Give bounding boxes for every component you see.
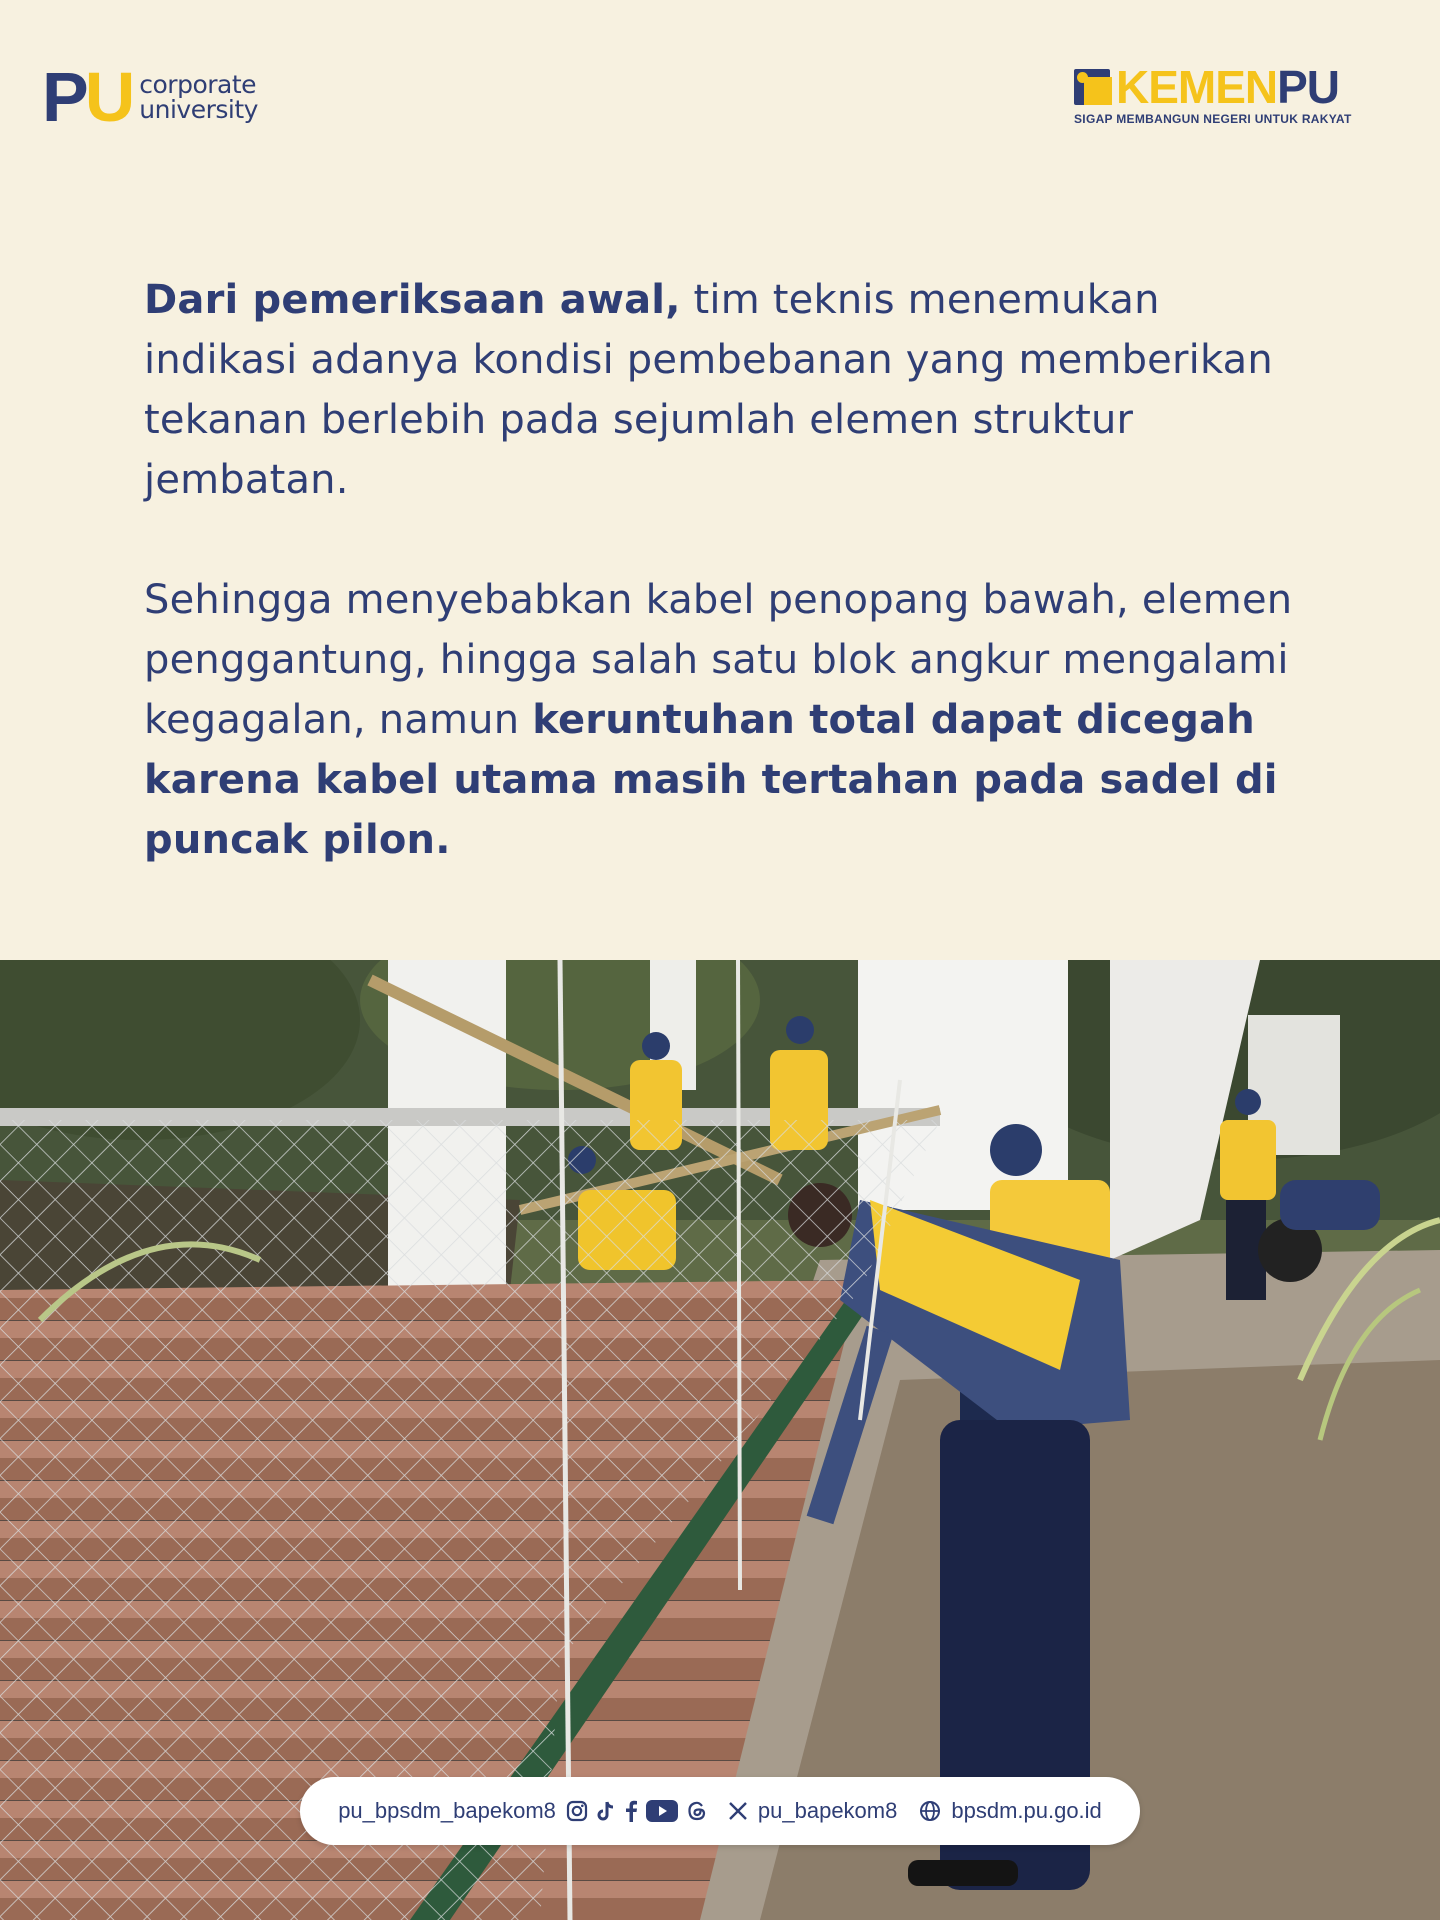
paragraph-1-lead: Dari pemeriksaan awal, [144,277,681,323]
logo-line-corporate: corporate [139,70,257,99]
facebook-icon[interactable] [624,1800,638,1822]
pu-mark-u: U [84,58,134,136]
kemenpu-tagline: SIGAP MEMBANGUN NEGERI UNTUK RAKYAT [1074,112,1352,126]
paragraph-2 [144,570,1324,870]
bridge-inspection-photo [0,960,1440,1920]
wordmark-pu: PU [1277,61,1340,113]
website-link[interactable]: bpsdm.pu.go.id [951,1798,1102,1823]
threads-icon[interactable] [686,1800,708,1822]
paragraph-1-text: tim teknis menemukan indikasi adanya kondisi pembebanan yang memberikan tekanan berlebih pada sejumlah elemen struktur jembatan. [144,277,1273,503]
social-handle-x[interactable]: pu_bapekom8 [757,1798,898,1823]
instagram-icon[interactable] [566,1800,588,1822]
paragraph-2-text: Sehingga menyebabkan kabel penopang bawah, elemen penggantung, hingga salah satu blok angkur mengalami kegagalan, namun [144,577,1293,743]
kemenpu-wordmark [1116,61,1340,113]
pu-mark [42,58,134,136]
body-copy [144,270,1324,930]
wordmark-kemen: KEMEN [1116,61,1278,113]
x-icon[interactable] [728,1801,748,1821]
pu-corporate-university-logo [42,58,258,136]
corporate-university-text [139,72,258,122]
globe-icon [919,1800,941,1822]
paragraph-1 [144,270,1324,510]
tiktok-icon[interactable] [596,1800,616,1822]
pu-mark-p: P [42,58,85,136]
youtube-icon[interactable] [646,1800,678,1822]
logo-line-university: university [139,95,258,124]
kemenpu-logo [1074,61,1404,126]
social-handle-main[interactable]: pu_bpsdm_bapekom8 [338,1798,556,1823]
social-links-bar [300,1777,1140,1845]
kemenpu-emblem-icon [1074,67,1114,107]
paragraph-2-emphasis: keruntuhan total dapat dicegah karena kabel utama masih tertahan pada sadel di puncak pilon. [144,697,1278,863]
